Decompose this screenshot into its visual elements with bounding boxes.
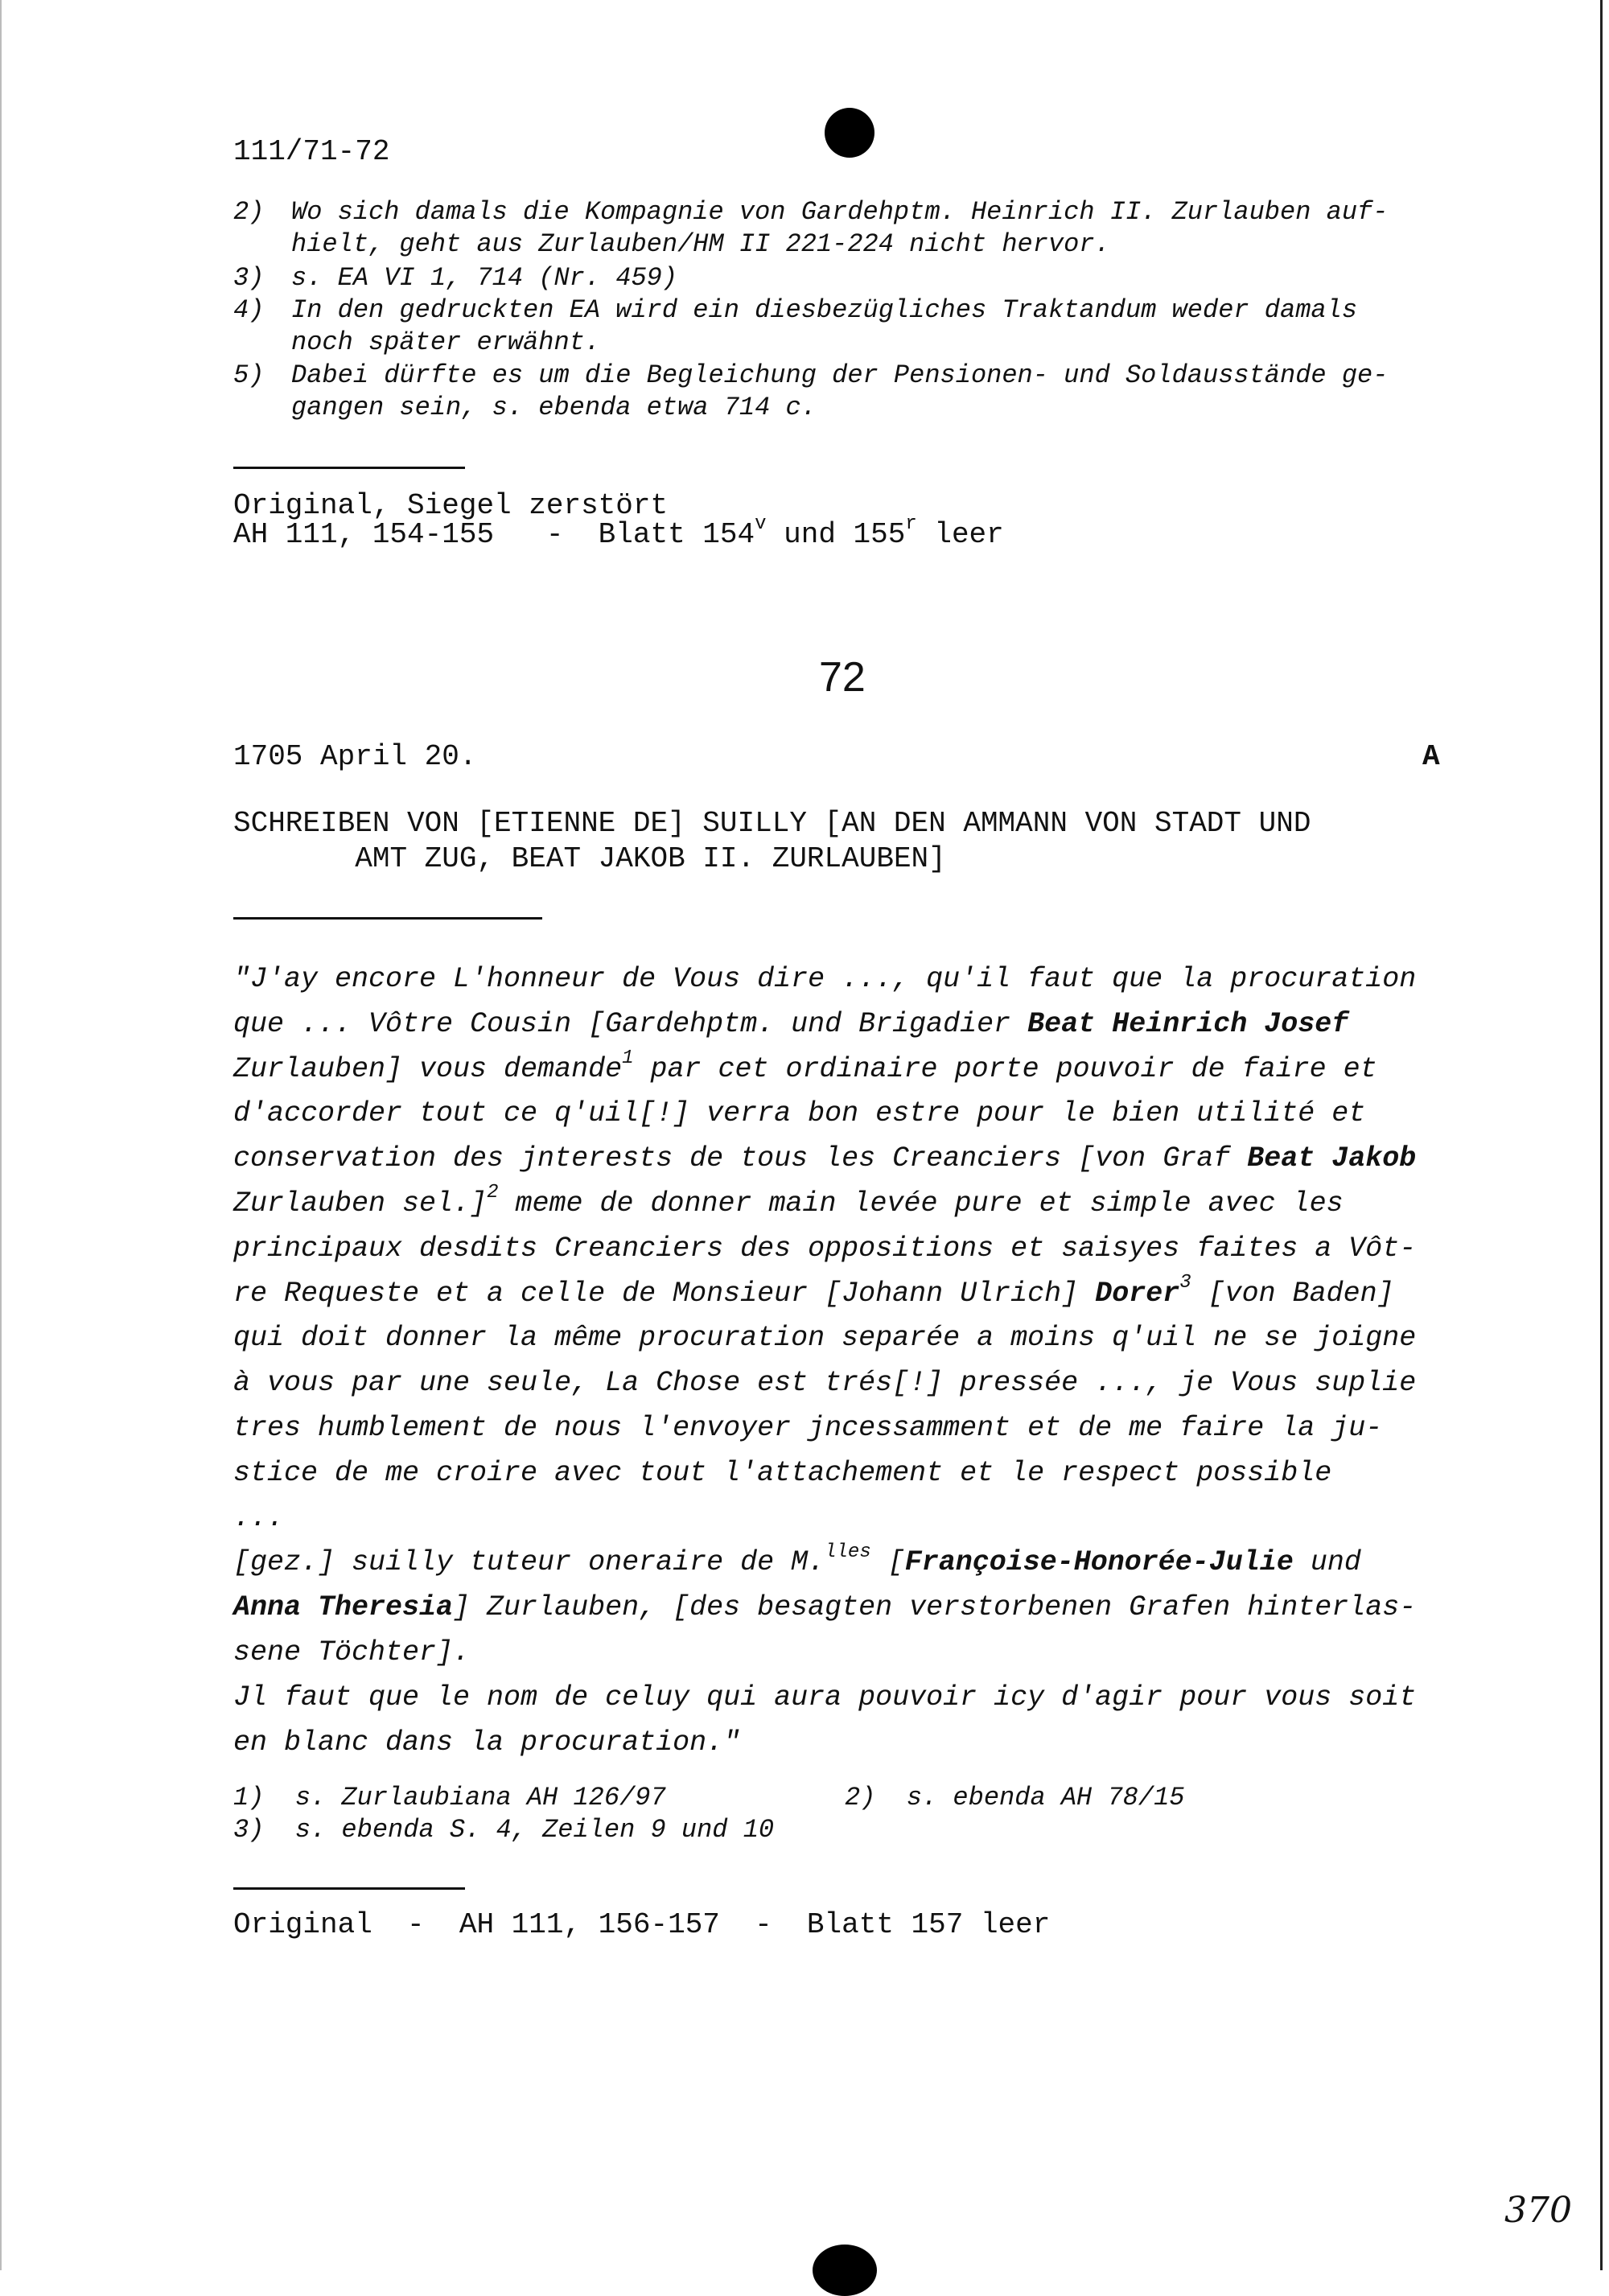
divider-rule [233, 917, 542, 920]
prev-source-line2: AH 111, 154-155 - Blatt 154$^v$ und 155$^r$ leer [233, 513, 1004, 551]
letter-body: "J'ay encore L'honneur de Vous dire ..., qu'il faut que la procuration que ... Vôtre Cousin [Gardehptm. und Brigadier Beat Heinrich Josef Zurlauben] vous demande$^1$ par cet ordinaire porte pouvoir de faire et d'accorder tout ce q'uil[!] verra bon estre pour le bien utilité et conservation des jnterests de tous les Creanciers [von Graf Beat Jakob Zurlauben sel.]$^2$ meme de donner main levée pure et simple avec les principaux desdits Creanciers des oppositions et saisyes faites a Vôt- re Requeste et a celle de Monsieur [Johann Ulrich] Dorer$^3$ [von Baden] qui doit donner la même procuration separée a moins q'uil ne se joigne à vous par une seule, La Chose est trés[!] pressée ..., je Vous suplie tres humblement de nous l'envoyer jncessamment et de me faire la ju- stice de me croire avec tout l'attachement et le respect possible ... [gez.] suilly tuteur oneraire de M.$^{lles}$ [Françoise-Honorée-Julie und Anna Theresia] Zurlauben, [des besagten verstorbenen Grafen hinterlas- sene Töchter]. Jl faut que le nom de celuy qui aura pouvoir icy d'agir pour vous soit en blanc dans la procuration." [233, 963, 1417, 1759]
footnote-4: 4) In den gedruckten EA wird ein diesbezügliches Traktandum weder damals noch später erwähnt. [233, 295, 1358, 357]
source-line: Original - AH 111, 156-157 - Blatt 157 leer [233, 1908, 1051, 1941]
punch-hole-mark [825, 108, 874, 158]
prev-source-line1: Original, Siegel zerstört [233, 489, 669, 522]
footnote-3: 3) s. EA VI 1, 714 (Nr. 459) [233, 263, 678, 293]
handwritten-page-number: 370 [1504, 2190, 1572, 2231]
divider-rule [233, 1887, 465, 1890]
note-3: 3) s. ebenda S. 4, Zeilen 9 und 10 [233, 1815, 775, 1845]
document-grade: A [1422, 740, 1440, 773]
page-reference: 111/71-72 [233, 135, 390, 168]
footnote-5: 5) Dabei dürfte es um die Begleichung der Pensionen- und Soldausstände ge- gangen sein, s. ebenda etwa 714 c. [233, 360, 1389, 422]
footnote-2: 2) Wo sich damals die Kompagnie von Gardehptm. Heinrich II. Zurlauben auf- hielt, geht aus Zurlauben/HM II 221-224 nicht hervor. [233, 197, 1389, 259]
note-1: 1) s. Zurlaubiana AH 126/97 [233, 1783, 666, 1813]
divider-rule [233, 467, 465, 469]
document-date: 1705 April 20. [233, 740, 477, 773]
punch-hole-mark-bottom [813, 2245, 877, 2296]
document-heading: SCHREIBEN VON [ETIENNE DE] SUILLY [AN DEN AMMANN VON STADT UND AMT ZUG, BEAT JAKOB II. ZURLAUBEN] [233, 807, 1311, 875]
document-number: 72 [819, 654, 866, 701]
note-2: 2) s. ebenda AH 78/15 [845, 1783, 1185, 1813]
